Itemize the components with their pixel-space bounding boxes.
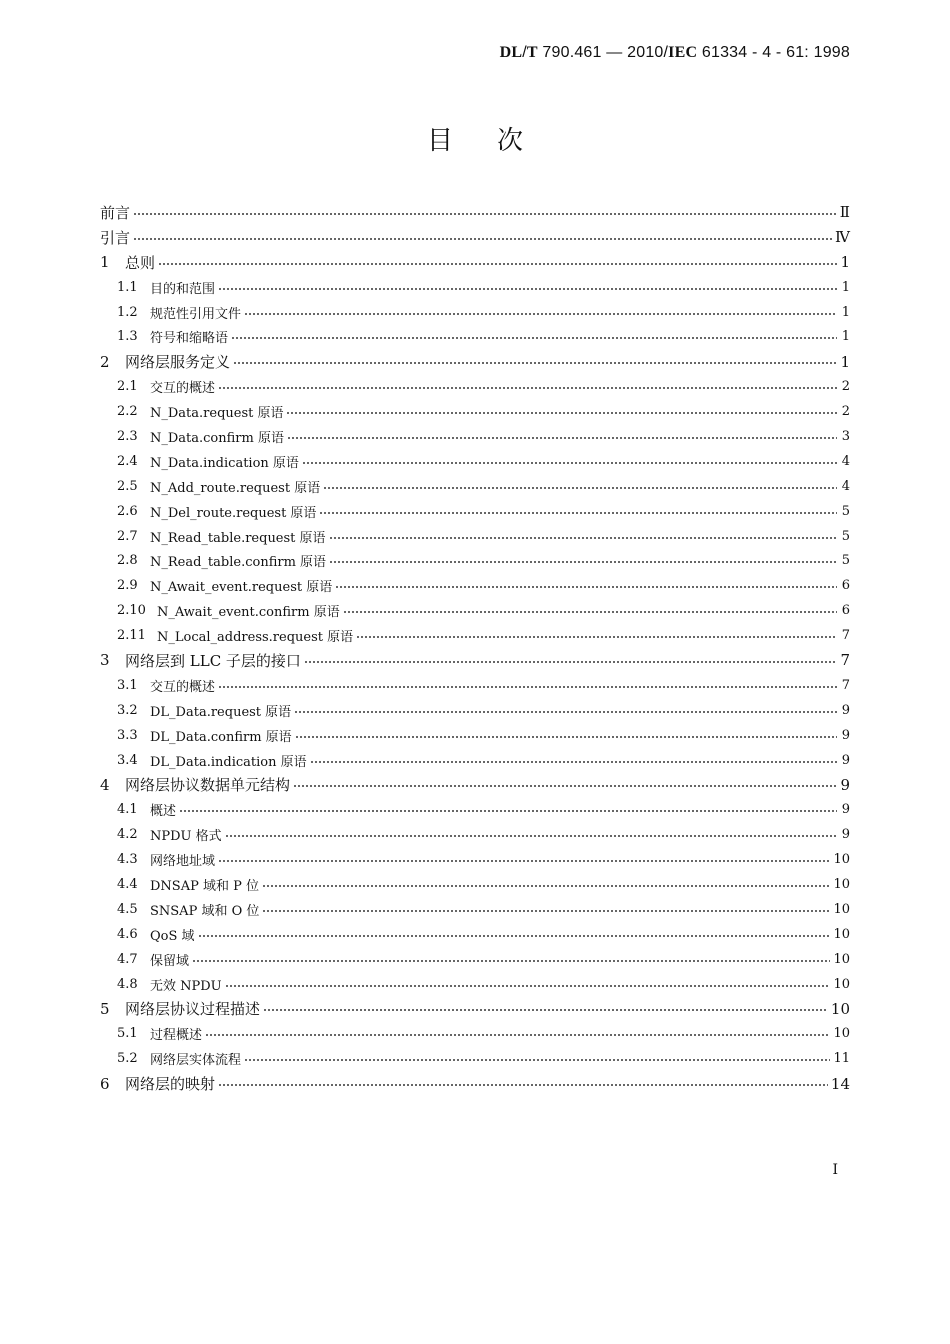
toc-entry-page: 9: [841, 702, 850, 718]
toc-entry-page: 9: [840, 775, 850, 794]
toc-entry[interactable]: [100, 524, 850, 549]
toc-entry-page: 1: [841, 279, 850, 295]
toc-entry-page: 10: [833, 976, 850, 992]
toc-leader-dots: [133, 238, 832, 240]
toc-entry-page: 7: [840, 651, 850, 670]
toc-entry-number: 4.6: [117, 926, 138, 942]
toc-entry-title: N_Data.request 原语: [150, 406, 284, 422]
toc-entry-page: 3: [841, 428, 850, 444]
toc-entry[interactable]: [100, 399, 850, 424]
toc-entry-number: 4.1: [117, 802, 138, 818]
toc-entry-number: 3.4: [117, 752, 138, 768]
toc-entry-title: 网络层的映射: [125, 1075, 216, 1094]
toc-entry-title: NPDU 格式: [150, 829, 222, 845]
toc-entry-page: 6: [841, 603, 850, 619]
toc-leader-dots: [295, 736, 837, 738]
toc-entry[interactable]: [100, 573, 850, 598]
toc-entry-title: N_Read_table.request 原语: [150, 530, 326, 546]
toc-entry-page: 1: [841, 329, 850, 345]
toc-entry[interactable]: [100, 997, 850, 1022]
toc-entry[interactable]: [100, 474, 850, 499]
toc-entry-number: 1: [100, 253, 110, 272]
toc-entry-number: 2.10: [117, 603, 146, 619]
toc-entry-title: DL_Data.indication 原语: [150, 754, 307, 770]
toc-entry-title: N_Data.confirm 原语: [150, 430, 284, 446]
toc-entry-title: DL_Data.request 原语: [150, 704, 292, 720]
toc-entry-number: 4.8: [117, 976, 138, 992]
toc-entry-page: 11: [833, 1051, 850, 1067]
toc-entry[interactable]: [100, 797, 850, 822]
toc-leader-dots: [179, 810, 837, 812]
toc-entry[interactable]: [100, 548, 850, 573]
std-end: 61334 - 4 - 61: 1998: [697, 44, 850, 61]
toc-entry[interactable]: [100, 1071, 850, 1096]
toc-leader-dots: [158, 263, 837, 265]
toc-entry-title: 规范性引用文件: [150, 306, 242, 322]
toc-entry-page: 10: [833, 1026, 850, 1042]
toc-entry-page: 14: [830, 1074, 850, 1093]
toc-entry-title: N_Read_table.confirm 原语: [150, 555, 327, 571]
toc-entry-number: 5.1: [117, 1026, 138, 1042]
toc-leader-dots: [310, 761, 837, 763]
toc-leader-dots: [262, 885, 830, 887]
toc-entry-title: N_Await_event.confirm 原语: [157, 605, 340, 621]
toc-entry-title: 交互的概述: [150, 679, 216, 695]
toc-entry-title: 符号和缩略语: [150, 331, 229, 347]
toc-entry[interactable]: [100, 847, 850, 872]
toc-entry-number: 2.11: [117, 628, 146, 644]
toc-entry-number: 2.7: [117, 528, 138, 544]
toc-entry-title: 概述: [150, 804, 177, 820]
toc-entry-page: 10: [833, 876, 850, 892]
toc-entry-title: 过程概述: [150, 1028, 203, 1044]
toc-entry[interactable]: [100, 772, 850, 797]
toc-leader-dots: [263, 1009, 828, 1011]
toc-entry-number: 2.2: [117, 404, 138, 420]
toc-entry-number: 4.4: [117, 876, 138, 892]
toc-entry-title: 前言: [100, 203, 131, 222]
toc-leader-dots: [218, 686, 837, 688]
toc-entry[interactable]: [100, 822, 850, 847]
toc-entry[interactable]: [100, 598, 850, 623]
toc-entry-page: 5: [841, 503, 850, 519]
toc-entry-title: N_Await_event.request 原语: [150, 580, 333, 596]
toc-entry-number: 6: [100, 1074, 110, 1093]
toc-entry-number: 1.1: [117, 279, 138, 295]
toc-entry-title: DL_Data.confirm 原语: [150, 729, 292, 745]
toc-entry-page: 1: [840, 352, 850, 371]
table-of-contents: [100, 200, 850, 1096]
toc-entry-page: Ⅱ: [839, 203, 850, 222]
toc-entry-title: DNSAP 域和 P 位: [150, 878, 259, 894]
toc-entry-number: 3.1: [117, 677, 138, 693]
toc-entry-number: 3.2: [117, 702, 138, 718]
toc-entry-page: 10: [833, 852, 850, 868]
toc-entry[interactable]: [100, 947, 850, 972]
std-slash: /: [522, 44, 527, 61]
toc-leader-dots: [329, 537, 837, 539]
toc-entry-page: 2: [841, 404, 850, 420]
toc-entry[interactable]: [100, 300, 850, 325]
toc-entry-page: 10: [833, 951, 850, 967]
toc-entry-page: 10: [830, 999, 850, 1018]
toc-leader-dots: [218, 860, 830, 862]
toc-entry-page: 7: [841, 628, 850, 644]
toc-entry-number: 2.6: [117, 503, 138, 519]
toc-entry-page: 9: [841, 802, 850, 818]
toc-entry-title: N_Data.indication 原语: [150, 455, 299, 471]
toc-entry[interactable]: [100, 623, 850, 648]
toc-entry-title: 无效 NPDU: [150, 978, 222, 994]
toc-entry[interactable]: [100, 972, 850, 997]
toc-entry-number: 2.1: [117, 379, 138, 395]
toc-entry-page: 7: [841, 677, 850, 693]
page-title: 目次: [426, 126, 567, 156]
toc-entry[interactable]: [100, 922, 850, 947]
toc-leader-dots: [286, 412, 837, 414]
toc-entry-number: 4.2: [117, 827, 138, 843]
toc-leader-dots: [335, 586, 837, 588]
toc-entry-number: 5: [100, 999, 110, 1018]
toc-entry-title: 总则: [125, 253, 156, 272]
toc-leader-dots: [244, 313, 837, 315]
toc-entry-page: 10: [833, 901, 850, 917]
toc-entry-number: 4.5: [117, 901, 138, 917]
std-dl: DL: [499, 44, 523, 61]
toc-entry-page: 2: [841, 379, 850, 395]
toc-entry-number: 2.8: [117, 553, 138, 569]
toc-entry-number: 5.2: [117, 1051, 138, 1067]
toc-entry[interactable]: [100, 748, 850, 773]
toc-entry-title: 网络层服务定义: [125, 353, 231, 372]
toc-entry[interactable]: [100, 324, 850, 349]
toc-entry-page: 4: [841, 478, 850, 494]
toc-entry[interactable]: [100, 275, 850, 300]
toc-leader-dots: [231, 337, 837, 339]
toc-entry[interactable]: [100, 449, 850, 474]
toc-entry-number: 4.7: [117, 951, 138, 967]
toc-entry-number: 2.3: [117, 428, 138, 444]
toc-leader-dots: [319, 512, 837, 514]
toc-leader-dots: [304, 661, 837, 663]
toc-entry-title: N_Add_route.request 原语: [150, 480, 321, 496]
toc-entry-page: 1: [841, 304, 850, 320]
toc-entry[interactable]: [100, 648, 850, 673]
toc-entry-title: 引言: [100, 228, 131, 247]
toc-entry-number: 2.9: [117, 578, 138, 594]
toc-entry-title: QoS 域: [150, 928, 195, 944]
toc-leader-dots: [198, 935, 831, 937]
toc-entry-page: 10: [833, 926, 850, 942]
toc-leader-dots: [302, 462, 837, 464]
toc-leader-dots: [262, 910, 830, 912]
toc-leader-dots: [287, 437, 837, 439]
toc-entry[interactable]: [100, 897, 850, 922]
toc-leader-dots: [294, 711, 837, 713]
toc-entry-page: 9: [841, 727, 850, 743]
toc-entry-number: 2.5: [117, 478, 138, 494]
toc-leader-dots: [323, 487, 837, 489]
toc-entry-title: 目的和范围: [150, 281, 216, 297]
toc-entry-page: Ⅳ: [835, 228, 850, 247]
toc-entry-number: 4: [100, 775, 110, 794]
toc-leader-dots: [356, 636, 837, 638]
toc-leader-dots: [343, 611, 837, 613]
toc-entry[interactable]: [100, 499, 850, 524]
toc-leader-dots: [218, 1084, 828, 1086]
page-number: I: [832, 1162, 838, 1178]
std-mid: 790.461 — 2010/: [537, 44, 669, 61]
toc-entry[interactable]: [100, 698, 850, 723]
toc-entry[interactable]: [100, 1021, 850, 1046]
toc-entry-page: 5: [841, 528, 850, 544]
toc-leader-dots: [233, 362, 837, 364]
std-t: T: [526, 44, 538, 61]
toc-entry-title: 网络层协议数据单元结构: [125, 776, 291, 795]
toc-leader-dots: [244, 1059, 830, 1061]
toc-entry-number: 1.3: [117, 329, 138, 345]
toc-leader-dots: [218, 387, 837, 389]
toc-entry-title: 保留域: [150, 953, 190, 969]
toc-leader-dots: [225, 835, 837, 837]
toc-entry-number: 3: [100, 651, 110, 670]
toc-entry-title: 网络地址域: [150, 854, 216, 870]
toc-entry-page: 6: [841, 578, 850, 594]
toc-entry[interactable]: [100, 374, 850, 399]
toc-leader-dots: [293, 785, 837, 787]
toc-entry-page: 5: [841, 553, 850, 569]
toc-entry-title: 网络层到 LLC 子层的接口: [125, 651, 301, 670]
toc-entry[interactable]: [100, 673, 850, 698]
toc-entry-page: 9: [841, 827, 850, 843]
toc-leader-dots: [192, 960, 830, 962]
toc-leader-dots: [205, 1034, 830, 1036]
std-iec: IEC: [668, 44, 698, 61]
toc-entry-page: 1: [840, 253, 850, 272]
toc-entry-title: N_Del_route.request 原语: [150, 505, 317, 521]
toc-entry-number: 2.4: [117, 453, 138, 469]
toc-leader-dots: [133, 213, 837, 215]
toc-entry[interactable]: [100, 1046, 850, 1071]
standard-number: [500, 44, 850, 62]
toc-entry-number: 3.3: [117, 727, 138, 743]
toc-entry-title: 网络层实体流程: [150, 1053, 242, 1069]
toc-leader-dots: [225, 985, 831, 987]
toc-entry[interactable]: [100, 250, 850, 275]
toc-entry[interactable]: [100, 349, 850, 374]
toc-entry[interactable]: [100, 200, 850, 225]
toc-entry-title: 交互的概述: [150, 381, 216, 397]
toc-entry-page: 4: [841, 453, 850, 469]
toc-leader-dots: [329, 561, 837, 563]
toc-entry-number: 1.2: [117, 304, 138, 320]
toc-entry[interactable]: [100, 225, 850, 250]
toc-entry-title: N_Local_address.request 原语: [157, 630, 354, 646]
toc-entry-title: 网络层协议过程描述: [125, 1000, 261, 1019]
toc-entry[interactable]: [100, 424, 850, 449]
toc-leader-dots: [218, 288, 837, 290]
toc-entry[interactable]: [100, 723, 850, 748]
toc-entry-number: 2: [100, 352, 110, 371]
toc-entry[interactable]: [100, 872, 850, 897]
toc-entry-number: 4.3: [117, 852, 138, 868]
toc-entry-page: 9: [841, 752, 850, 768]
toc-entry-title: SNSAP 域和 O 位: [150, 903, 260, 919]
